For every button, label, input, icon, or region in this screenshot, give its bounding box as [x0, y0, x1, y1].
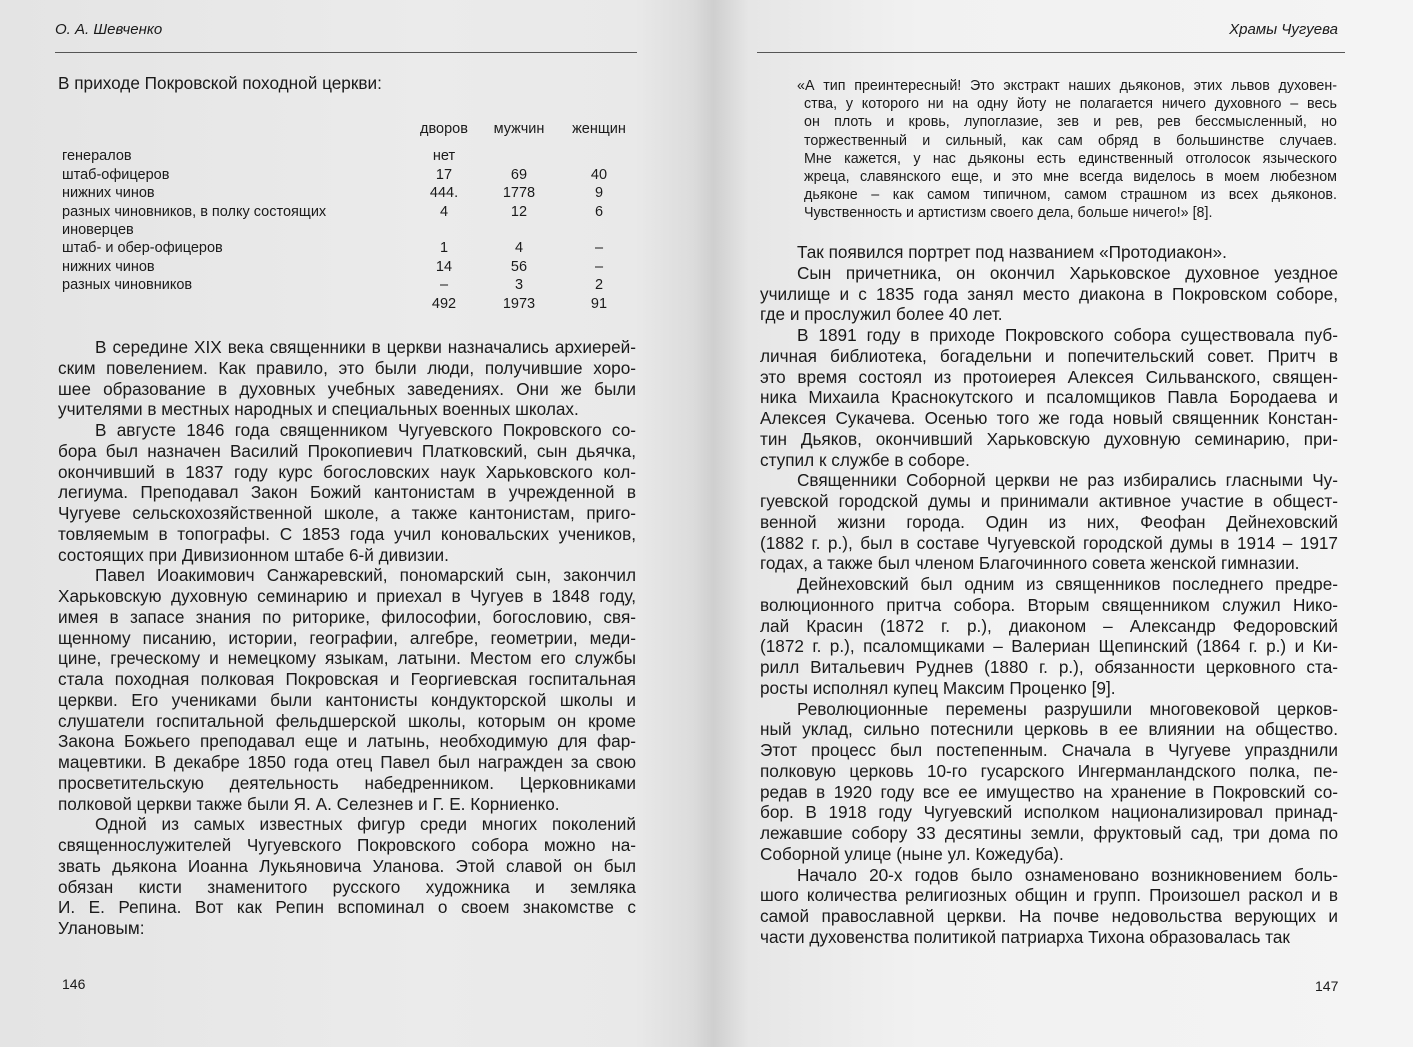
text-line: слушатели госпитальной фельдшерской школы, которым он кроме: [58, 710, 636, 731]
text-line: В середине XIX века священники в церкви назначались архиерей-: [95, 337, 636, 357]
table-row: [62, 295, 662, 313]
table-row-label: штаб- и обер-офицеров: [62, 240, 223, 257]
text-line: Священники Соборной церкви не раз избирались гласными Чу-: [797, 470, 1338, 491]
text-line: личная библиотека, богадельни и попечительский совет. Притч в: [760, 345, 1338, 366]
text-line: обязан кисти знаменитого русского художника и земляка: [58, 876, 636, 897]
text-line: росты исполнял купец Максим Проценко [9].: [760, 677, 1116, 698]
text-line: товляемым в топографы. С 1853 года учил коновальских учеников,: [58, 523, 636, 544]
text-line: бор. В 1918 году Чугуевский исполком национализировал принад-: [760, 802, 1338, 823]
text-line: Дейнеховский был одним из священников последнего предре-: [797, 574, 1338, 594]
text-line: стала походная полковая Покровская и Георгиевская госпитальная: [58, 669, 636, 689]
text-line: В 1891 году в приходе Покровского собора существовала пуб-: [797, 325, 1338, 345]
text-line: священнослужителей Чугуевского Покровского собора можно на-: [58, 835, 636, 855]
table-cell: 56: [510, 258, 528, 275]
text-line: состоящих при Дивизионном штабе 6-й дивизии.: [58, 544, 449, 565]
text-line: тин Дьяков, окончивший Харьковскую духовную семинарию, при-: [760, 428, 1338, 449]
text-line: Начало 20-х годов было ознаменовано возникновением боль-: [797, 864, 1338, 885]
quote-line: жреца, славянского еще, и это мне всегда виделось в моем любезном: [804, 168, 1337, 185]
text-line: ступил к службе в соборе.: [760, 449, 970, 470]
table-cell: –: [439, 277, 449, 294]
text-line: имея в запасе знания по риторике, философии, богословию, свя-: [58, 606, 636, 627]
table-cell: 4: [514, 240, 524, 257]
right-page-body: [760, 242, 1338, 948]
text-line: где и прослужил более 40 лет.: [760, 304, 1003, 325]
table-title: В приходе Покровской походной церкви:: [58, 73, 382, 93]
text-line: окончивший в 1837 году курс богословских наук Харьковского кол-: [58, 461, 636, 482]
table-cell: –: [594, 258, 604, 275]
table-cell: 3: [514, 277, 524, 294]
running-head-right: Храмы Чугуева: [1229, 21, 1338, 38]
text-line: части духовенства политикой патриарха Тихона образовалась так: [760, 926, 1290, 947]
quote-line: Мне кажется, у нас дьяконы есть единственный отголосок языческого: [804, 150, 1337, 167]
text-line: Павел Иоакимович Санжаревский, пономарский сын, закончил: [95, 565, 636, 586]
text-line: Сын причетника, он окончил Харьковское духовное уездное: [797, 262, 1338, 283]
quote-line: торжественный и сильный, как сам обряд в большинстве случаев.: [804, 132, 1337, 149]
table-cell: нет: [432, 148, 456, 165]
table-row: [62, 147, 662, 165]
text-line: Одной из самых известных фигур среди многих поколений: [95, 814, 636, 835]
table-cell: 17: [435, 166, 453, 183]
text-line: рилл Витальевич Руднев (1880 г. р.), обязанности церковного ста-: [760, 657, 1338, 677]
text-line: Харьковскую духовную семинарию и приехал в Чугуев в 1848 году,: [58, 586, 636, 606]
text-line: училище и с 1835 года занял место диакона в Покровском соборе,: [760, 283, 1338, 304]
table-cell: 12: [510, 203, 528, 220]
text-line: (1882 г. р.), был в составе Чугуевской городской думы в 1914 – 1917: [760, 532, 1338, 553]
table-row: [62, 239, 662, 257]
table-row: [62, 203, 662, 221]
page-number-left: 146: [62, 976, 86, 992]
table-cell: 91: [590, 295, 608, 312]
table-row-label: генералов: [62, 148, 132, 165]
table-cell: 14: [435, 258, 453, 275]
table-cell: 2: [594, 277, 604, 294]
table-cell: 1778: [502, 185, 536, 202]
text-line: ный уклад, сильно потеснили церковь в ее влиянии на общество.: [760, 719, 1338, 740]
text-line: церкви. Его учениками были кантонисты кондукторской школы и: [58, 689, 636, 710]
table-row: [62, 276, 662, 294]
text-line: Революционные перемены разрушили многовековой церков-: [797, 698, 1338, 719]
text-line: (1872 г. р.), псаломщиками – Валериан Щепинский (1864 г. р.) и Ки-: [760, 636, 1338, 657]
text-line: полковой церкви также были Я. А. Селезнев и Г. Е. Корниенко.: [58, 793, 560, 814]
text-line: шого количества религиозных общин и групп. Произошел раскол и в: [760, 885, 1338, 906]
table-cell: 444.: [429, 185, 459, 202]
table-column-header: дворов: [420, 121, 468, 137]
table-row-label: штаб-офицеров: [62, 166, 170, 183]
text-line: шее образование в духовных учебных заведениях. Они же были: [58, 378, 636, 399]
text-line: Этот процесс был постепенным. Сначала в Чугуеве упразднили: [760, 740, 1338, 760]
text-line: ским повелением. Как правило, это были люди, получившие хоро-: [58, 357, 636, 378]
text-line: легиума. Преподавал Закон Божий кантонистам в учрежденной в: [58, 482, 636, 503]
text-line: бора был назначен Василий Прокопиевич Платковский, сын дьячка,: [58, 440, 636, 461]
text-line: редав в 1920 году все ее имущество на хранение в Покровский со-: [760, 781, 1338, 802]
table-row-label: разных чиновников, в полку состоящих: [62, 203, 327, 220]
table-cell: –: [594, 240, 604, 257]
text-line: Соборной улице (ныне ул. Кожедуба).: [760, 843, 1064, 864]
quote-line: Чувственность и артистизм своего дела, больше ничего!» [8].: [804, 205, 1213, 222]
text-line: венной жизни города. Один из них, Феофан Дейнеховский: [760, 511, 1338, 532]
table-column-header: женщин: [572, 121, 626, 137]
table-row-label: иноверцев: [62, 221, 134, 238]
table-row-label: нижних чинов: [62, 258, 155, 275]
running-head-left: О. А. Шевченко: [55, 21, 163, 38]
table-header-row: [62, 120, 662, 138]
header-rule-left: [55, 52, 637, 53]
text-line: это время состоял из протоиерея Алексея Сильванского, священ-: [760, 366, 1338, 387]
page-number-right: 147: [1315, 978, 1339, 994]
table-cell: 40: [590, 166, 608, 183]
table-row: [62, 221, 662, 239]
table-column-header: мужчин: [493, 121, 545, 137]
table-cell: 4: [439, 203, 449, 220]
text-line: волюционного притча собора. Вторым священником служил Нико-: [760, 594, 1338, 615]
text-line: самой православной церкви. На почве недовольства верующих и: [760, 906, 1338, 926]
text-line: гуевской городской думы и принимали активное участие в общест-: [760, 491, 1338, 511]
table-cell: 492: [431, 295, 457, 312]
text-line: годах, а также был членом Благочинного совета женской гимназии.: [760, 553, 1300, 574]
table-row: [62, 166, 662, 184]
quote-line: он плоть и кровь, лупоглазие, зев и рев, рев бессмысленный, но: [804, 114, 1337, 131]
text-line: лежавшие собору 33 десятины земли, фруктовый сад, три дома по: [760, 823, 1338, 843]
text-line: Так появился портрет под названием «Протодиакон».: [797, 242, 1227, 262]
text-line: полковую церковь 10-го гусарского Ингерманландского полка, пе-: [760, 760, 1338, 781]
table-cell: 6: [594, 203, 604, 220]
header-rule-right: [757, 52, 1345, 53]
table-cell: 1973: [502, 295, 536, 312]
repin-quote: [797, 77, 1337, 223]
table-cell: 1: [439, 240, 449, 257]
text-line: цине, греческому и немецкому языкам, латыни. Местом его службы: [58, 648, 636, 669]
text-line: мацевтики. В декабре 1850 года отец Павел был награжден за свою: [58, 752, 636, 772]
text-line: ника Михаила Краснокутского и псаломщиков Павла Бородаева и: [760, 387, 1338, 408]
table-row: [62, 184, 662, 202]
text-line: лай Красин (1872 г. р.), диаконом – Александр Федоровский: [760, 615, 1338, 636]
text-line: просветительскую деятельность набедренником. Церковниками: [58, 772, 636, 793]
text-line: звать дьякона Иоанна Лукьяновича Уланова. Этой славой он был: [58, 855, 636, 876]
quote-line: ства, у которого ни на одну йоту не полагается ничего духовного – весь: [804, 96, 1337, 113]
table-cell: 9: [594, 185, 604, 202]
text-line: В августе 1846 года священником Чугуевского Покровского со-: [95, 420, 636, 440]
quote-line: дьяконе – как самом типичном, самом страшном из всех дьяконов.: [804, 187, 1337, 204]
table-row-label: разных чиновников: [62, 277, 193, 294]
census-table: [62, 120, 662, 313]
text-line: И. Е. Репина. Вот как Репин вспоминал о своем знакомстве с: [58, 897, 636, 918]
quote-line: «А тип преинтересный! Это экстракт наших дьяконов, этих львов духовен-: [797, 78, 1337, 94]
text-line: Чугуеве сельскохозяйственной школе, а также кантонистам, приго-: [58, 503, 636, 523]
text-line: Алексея Сукачева. Осенью того же года новый священник Констан-: [760, 408, 1338, 428]
table-cell: 69: [510, 166, 528, 183]
left-page-body: [58, 337, 636, 939]
table-row: [62, 258, 662, 276]
text-line: щенному писанию, истории, географии, алгебре, геометрии, меди-: [58, 627, 636, 648]
text-line: Улановым:: [58, 918, 145, 938]
text-line: учителями в местных народных и специальных военных школах.: [58, 399, 579, 420]
text-line: Закона Божьего преподавал еще и латынь, необходимую для фар-: [58, 731, 636, 752]
table-row-label: нижних чинов: [62, 185, 155, 202]
